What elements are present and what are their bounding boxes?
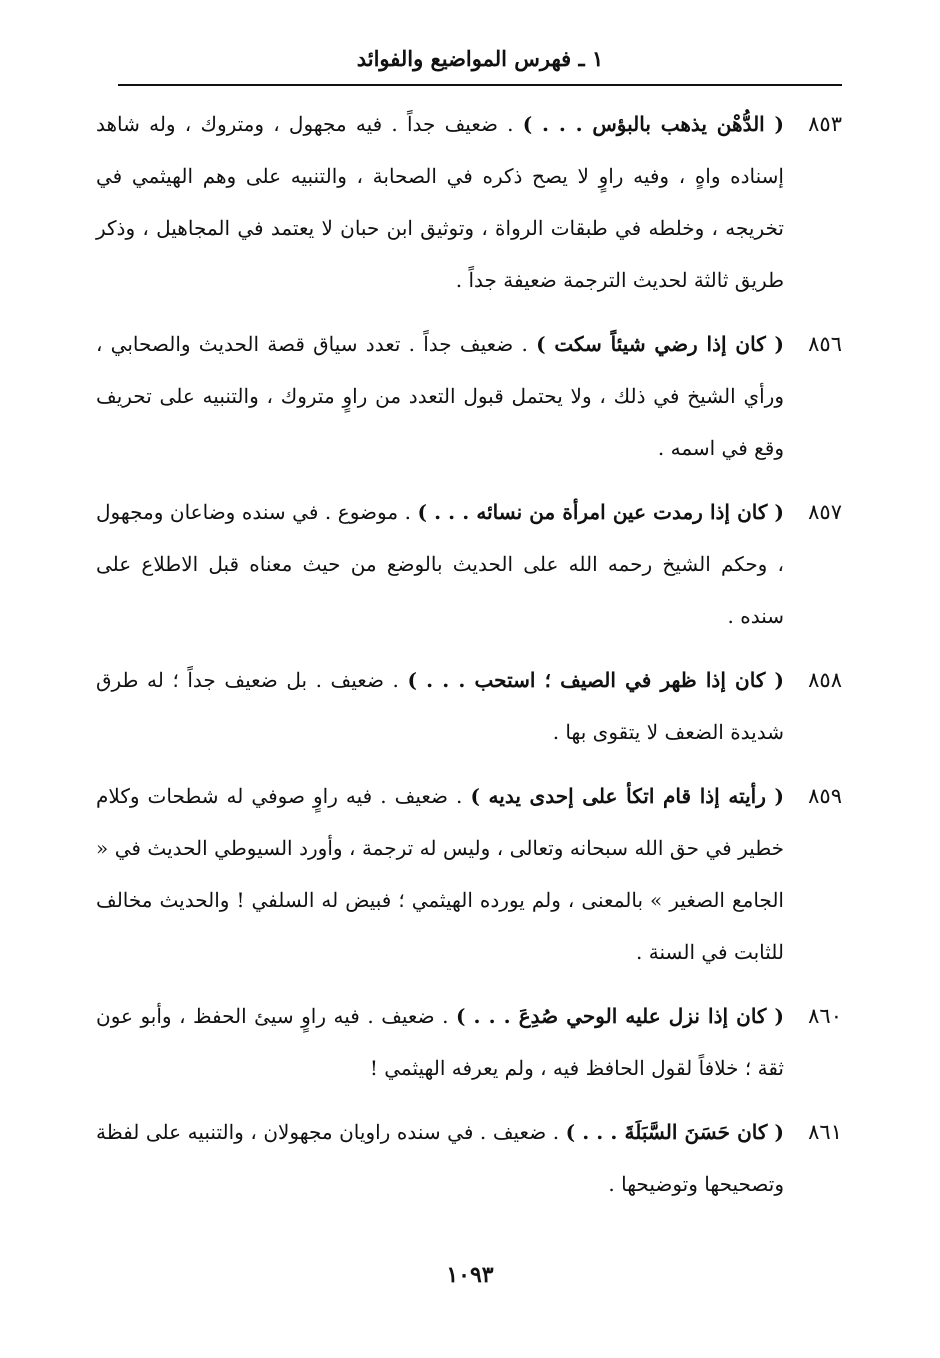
entry-number: ٨٦١ [808, 1120, 842, 1144]
entry-text [96, 654, 784, 758]
hadith-title: ( كان إذا نزل عليه الوحي صُدِعَ . . . ) [455, 1004, 785, 1028]
hadith-title: ( كان إذا رمدت عين امرأة من نسائه . . . ) [417, 500, 785, 524]
entry-number: ٨٥٩ [808, 784, 842, 808]
entry-text [96, 770, 784, 978]
entry-comment: . ضعيف . في سنده راويان مجهولان ، والتنبيه على لفظة وتصحيحها وتوضيحها . [96, 1120, 784, 1196]
entry-text [96, 990, 784, 1094]
entry-comment: . ضعيف جداً . فيه مجهول ، ومتروك ، وله شاهد إسناده واهٍ ، وفيه راوٍ لا يصح ذكره في الصحابة ، والتنبيه على وهم الهيثمي في تخريجه ، وخلطه في طبقات الرواة ، وتوثيق ابن حبان لا يعتمد في المجاهيل ، وذكر طريق ثالثة لحديث الترجمة ضعيفة جداً . [96, 112, 784, 292]
hadith-title: ( كان حَسَنَ السَّبَلَةَ . . . ) [565, 1120, 784, 1144]
index-entry [96, 654, 842, 758]
entry-comment: . ضعيف . فيه راوٍ صوفي له شطحات وكلام خطير في حق الله سبحانه وتعالى ، وليس له ترجمة ، وأورد السيوطي الحديث في « الجامع الصغير » بالمعنى ، ولم يورده الهيثمي ؛ فبيض له السلفي ! والحديث مخالف للثابت في السنة . [96, 784, 784, 964]
index-entry [96, 98, 842, 306]
index-entry [96, 990, 842, 1094]
entry-number: ٨٦٠ [808, 1004, 842, 1028]
entry-number: ٨٥٧ [808, 500, 842, 524]
entry-text [96, 486, 784, 642]
hadith-title: ( الدُّهْن يذهب بالبؤس . . . ) [522, 112, 785, 136]
header-rule [118, 84, 842, 86]
index-entries [96, 98, 842, 1222]
entry-number: ٨٥٦ [808, 332, 842, 356]
entry-comment: . موضوع . في سنده وضاعان ومجهول ، وحكم الشيخ رحمه الله على الحديث بالوضع من حيث معناه قبل الاطلاع على سنده . [96, 500, 784, 628]
hadith-title: ( كان إذا رضي شيئاً سكت ) [536, 332, 785, 356]
index-entry [96, 318, 842, 474]
index-entry [96, 486, 842, 642]
index-entry [96, 770, 842, 978]
entry-number: ٨٥٣ [808, 112, 842, 136]
entry-comment: . ضعيف . فيه راوٍ سيئ الحفظ ، وأبو عون ثقة ؛ خلافاً لقول الحافظ فيه ، ولم يعرفه الهيثمي ! [96, 1004, 784, 1080]
running-head: ١ ـ فهرس المواضيع والفوائد [356, 46, 604, 71]
entry-number: ٨٥٨ [808, 668, 842, 692]
entry-comment: . ضعيف . بل ضعيف جداً ؛ له طرق شديدة الضعف لا يتقوى بها . [96, 668, 784, 744]
entry-text [96, 1106, 784, 1210]
index-entry [96, 1106, 842, 1210]
hadith-title: ( كان إذا ظهر في الصيف ؛ استحب . . . ) [407, 668, 785, 692]
page-number: ١٠٩٣ [446, 1262, 494, 1288]
entry-comment: . ضعيف جداً . تعدد سياق قصة الحديث والصحابي ، ورأي الشيخ في ذلك ، ولا يحتمل قبول التعدد من راوٍ متروك ، والتنبيه على تحريف وقع في اسمه . [96, 332, 785, 460]
hadith-title: ( رأيته إذا قام اتكأ على إحدى يديه ) [470, 784, 785, 808]
entry-text [96, 318, 784, 474]
entry-text [96, 98, 784, 306]
